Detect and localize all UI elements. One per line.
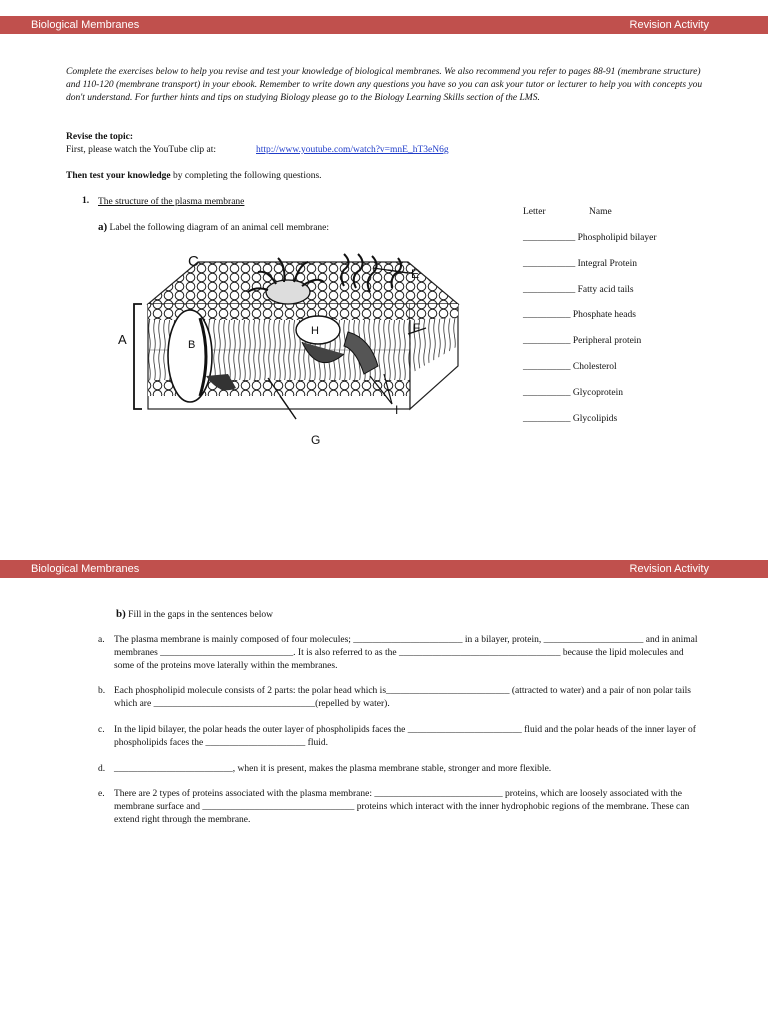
header-title: Biological Membranes [31, 563, 140, 575]
item-text: There are 2 types of proteins associated with the plasma membrane: ___________________________ proteins, which are loosely associated with the membrane surface and ________________________________ proteins which interact with the inner hydrophobic regions of the membrane. These can extend right through the membrane. [114, 789, 690, 825]
youtube-link[interactable]: http://www.youtube.com/watch?v=mnE_hT3eN6g [256, 145, 449, 155]
fill-gap-item[interactable] [98, 724, 703, 750]
header-subtitle: Revision Activity [629, 563, 709, 575]
fill-gap-item[interactable] [98, 763, 703, 776]
revise-heading: Revise the topic: [66, 132, 134, 142]
item-text: Each phospholipid molecule consists of 2 parts: the polar head which is__________________________ (attracted to water) and a pair of non polar tails which are __________________________________(repelled by water). [114, 686, 691, 709]
membrane-diagram [108, 246, 488, 446]
q1-title: The structure of the plasma membrane [98, 197, 245, 207]
item-marker: d. [98, 764, 106, 774]
test-rest: by completing the following questions. [170, 171, 322, 181]
item-text: The plasma membrane is mainly composed of four molecules; _______________________ in a bilayer, protein, _____________________ and in animal membranes ____________________________. It is also referred to as the __________________________________ because the lipid molecules and some of the proteins move laterally within the membranes. [114, 635, 698, 671]
fill-gap-item[interactable] [98, 685, 703, 711]
label-row[interactable]: __________ Glycolipids [523, 413, 618, 424]
diagram-letter-f: F [413, 321, 421, 335]
page-header [0, 16, 768, 34]
item-marker: a. [98, 635, 105, 645]
item-marker: c. [98, 725, 105, 735]
revise-text: First, please watch the YouTube clip at: [66, 145, 217, 155]
label-row[interactable]: __________ Cholesterol [523, 361, 617, 372]
label-table [523, 207, 657, 439]
fill-gap-item[interactable] [98, 788, 703, 827]
diagram-letter-g: G [311, 433, 321, 446]
test-bold: Then test your knowledge [66, 171, 171, 181]
diagram-letter-i: I [395, 403, 399, 417]
header-subtitle: Revision Activity [629, 19, 709, 31]
header-title: Biological Membranes [31, 19, 140, 31]
qa-text: Label the following diagram of an animal cell membrane: [109, 223, 330, 233]
label-row[interactable]: __________ Phosphate heads [523, 310, 636, 321]
col-name: Name [589, 207, 612, 217]
item-marker: b. [98, 686, 106, 696]
diagram-letter-c: C [188, 253, 199, 270]
intro-paragraph: Complete the exercises below to help you revise and test your knowledge of biological membranes. We also recommend you refer to pages 88-91 (membrane structure) and 110-120 (membrane transport) in your ebook. Remember to write down any questions you have so you can ask your tutor or lecturer to help you with concepts you don't understand. For further hints and tips on studying Biology please go to the Biology Learning Skills section of the LMS. [66, 67, 703, 103]
page-header [0, 560, 768, 578]
item-marker: e. [98, 789, 105, 799]
revise-section [66, 131, 216, 157]
label-row[interactable]: ___________ Integral Protein [523, 258, 637, 269]
label-row[interactable]: ___________ Phospholipid bilayer [523, 233, 657, 243]
page-2 [0, 560, 768, 1024]
item-text: _________________________, when it is present, makes the plasma membrane stable, stronger and more flexible. [114, 764, 552, 774]
qb-text: Fill in the gaps in the sentences below [128, 610, 274, 620]
diagram-letter-e: E [411, 267, 420, 281]
label-row[interactable]: __________ Glycoprotein [523, 387, 624, 398]
col-letter: Letter [523, 207, 546, 217]
diagram-letter-h: H [311, 325, 319, 337]
qa-marker: a) [98, 221, 108, 233]
fill-gap-item[interactable] [98, 634, 703, 673]
qb-line [116, 608, 273, 622]
diagram-letter-b: B [188, 339, 196, 351]
qa-line [98, 221, 329, 235]
test-line [66, 170, 322, 183]
qb-marker: b) [116, 608, 126, 620]
q1-number: 1. [82, 196, 90, 206]
label-row[interactable]: __________ Peripheral protein [523, 336, 642, 347]
item-text: In the lipid bilayer, the polar heads the outer layer of phospholipids faces the ________________________ fluid and the polar heads of the inner layer of phospholipids faces the _____________________ fluid. [114, 725, 696, 748]
diagram-letter-a: A [118, 332, 127, 347]
label-row[interactable]: ___________ Fatty acid tails [523, 284, 634, 295]
